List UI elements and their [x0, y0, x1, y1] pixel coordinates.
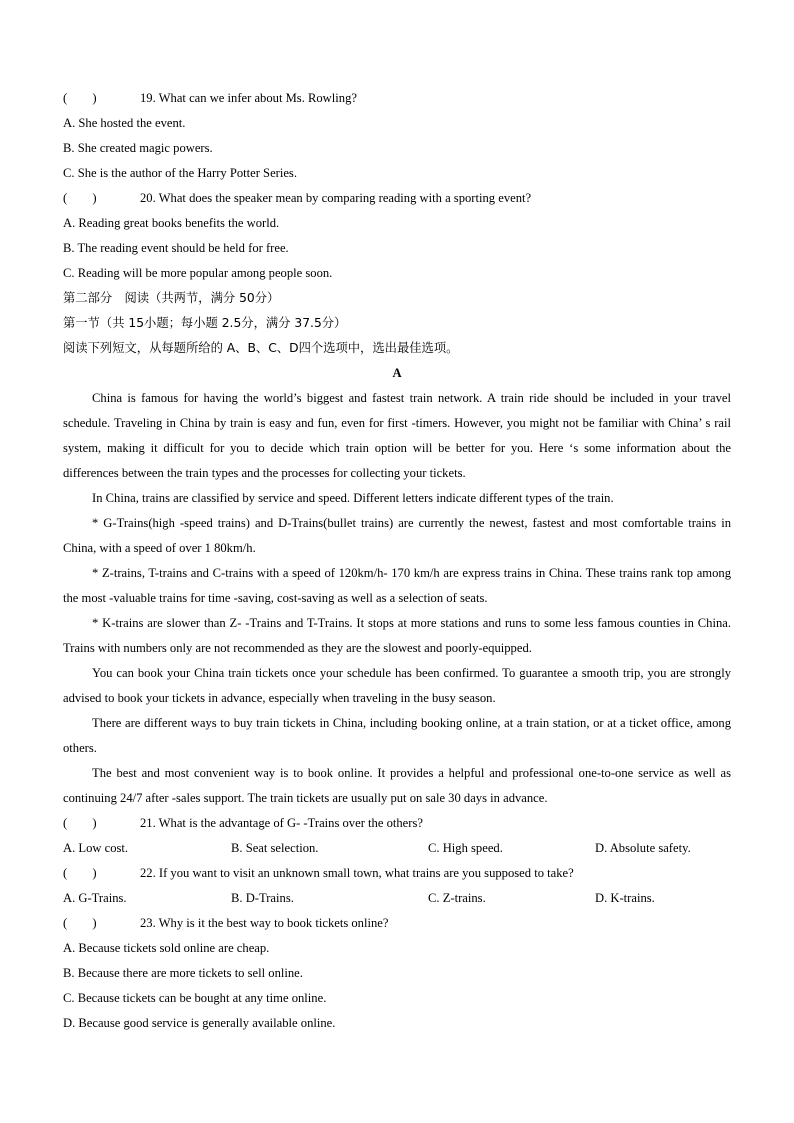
question-text: 22. If you want to visit an unknown small town, what trains are you supposed to take? [140, 866, 574, 880]
passage-paragraph: China is famous for having the world’s biggest and fastest train network. A train ride should be included in your travel schedule. Traveling in China by train is easy and fun, even for first -timers. However, you might not be familiar with China’ s rail system, making it difficult for you to decide which train option will be better for you. Here ‘s some information about the differences between the train types and the processes for collecting your tickets. [63, 391, 731, 480]
question-text: 20. What does the speaker mean by comparing reading with a sporting event? [140, 191, 532, 205]
passage-paragraph: The best and most convenient way is to book online. It provides a helpful and professional one-to-one service as well as continuing 24/7 after -sales support. The train tickets are usually put on sale 30 days in advance. [63, 766, 731, 805]
part-title: 第二部分 阅读（共两节，满分 50分） [63, 291, 280, 305]
q22-option-a: A. G-Trains. [63, 891, 127, 905]
question-text: 23. Why is it the best way to book tickets online? [140, 916, 389, 930]
passage-paragraph: You can book your China train tickets once your schedule has been confirmed. To guarantee a smooth trip, you are strongly advised to book your tickets in advance, especially when traveling in the busy season. [63, 666, 731, 705]
passage-paragraph: There are different ways to buy train tickets in China, including booking online, at a train station, or at a ticket office, among others. [63, 716, 731, 755]
passage-paragraph: * Z-trains, T-trains and C-trains with a speed of 120km/h- 170 km/h are express trains in China. These trains rank top among the most -valuable trains for time -saving, cost-saving as well as a selection of seats. [63, 566, 731, 605]
q23-option-b: B. Because there are more tickets to sell online. [63, 966, 303, 980]
q23-option-c: C. Because tickets can be bought at any time online. [63, 991, 327, 1005]
q20-option-a: A. Reading great books benefits the world. [63, 216, 280, 230]
passage-paragraph: * G-Trains(high -speed trains) and D-Trains(bullet trains) are currently the newest, fastest and most comfortable trains in China, with a speed of over 1 80km/h. [63, 516, 731, 555]
q23-option-a: A. Because tickets sold online are cheap. [63, 941, 270, 955]
answer-blank: ( ) [63, 866, 97, 880]
passage-paragraph: In China, trains are classified by service and speed. Different letters indicate different types of the train. [92, 491, 614, 505]
answer-blank: ( ) [63, 191, 97, 205]
q19-option-c: C. She is the author of the Harry Potter Series. [63, 166, 297, 180]
q21-option-c: C. High speed. [428, 841, 503, 855]
q22-option-d: D. K-trains. [595, 891, 655, 905]
question-20-stem [63, 186, 731, 211]
question-19-stem [63, 86, 731, 111]
q21-option-d: D. Absolute safety. [595, 841, 691, 855]
answer-blank: ( ) [63, 916, 97, 930]
question-22-stem [63, 861, 731, 886]
q19-option-b: B. She created magic powers. [63, 141, 213, 155]
question-23-stem [63, 911, 731, 936]
question-text: 21. What is the advantage of G- -Trains over the others? [140, 816, 423, 830]
q21-options [63, 836, 731, 861]
q22-option-b: B. D-Trains. [231, 891, 294, 905]
answer-blank: ( ) [63, 816, 97, 830]
exam-page [63, 86, 731, 1036]
q20-option-c: C. Reading will be more popular among people soon. [63, 266, 333, 280]
q20-option-b: B. The reading event should be held for free. [63, 241, 289, 255]
answer-blank: ( ) [63, 91, 97, 105]
section-instruction: 阅读下列短文，从每题所给的 A、B、C、D四个选项中，选出最佳选项。 [63, 341, 459, 355]
passage-paragraph: * K-trains are slower than Z- -Trains and T-Trains. It stops at more stations and runs to some less famous counties in China. Trains with numbers only are not recommended as they are the slowest and poorly-equipped. [63, 616, 731, 655]
passage-heading: A [392, 366, 402, 380]
q22-options [63, 886, 731, 911]
q22-option-c: C. Z-trains. [428, 891, 486, 905]
q19-option-a: A. She hosted the event. [63, 116, 186, 130]
subsection-title: 第一节（共 15小题；每小题 2.5分，满分 37.5分） [63, 316, 347, 330]
q21-option-a: A. Low cost. [63, 841, 129, 855]
question-text: 19. What can we infer about Ms. Rowling? [140, 91, 357, 105]
question-21-stem [63, 811, 731, 836]
q21-option-b: B. Seat selection. [231, 841, 319, 855]
q23-option-d: D. Because good service is generally available online. [63, 1016, 336, 1030]
